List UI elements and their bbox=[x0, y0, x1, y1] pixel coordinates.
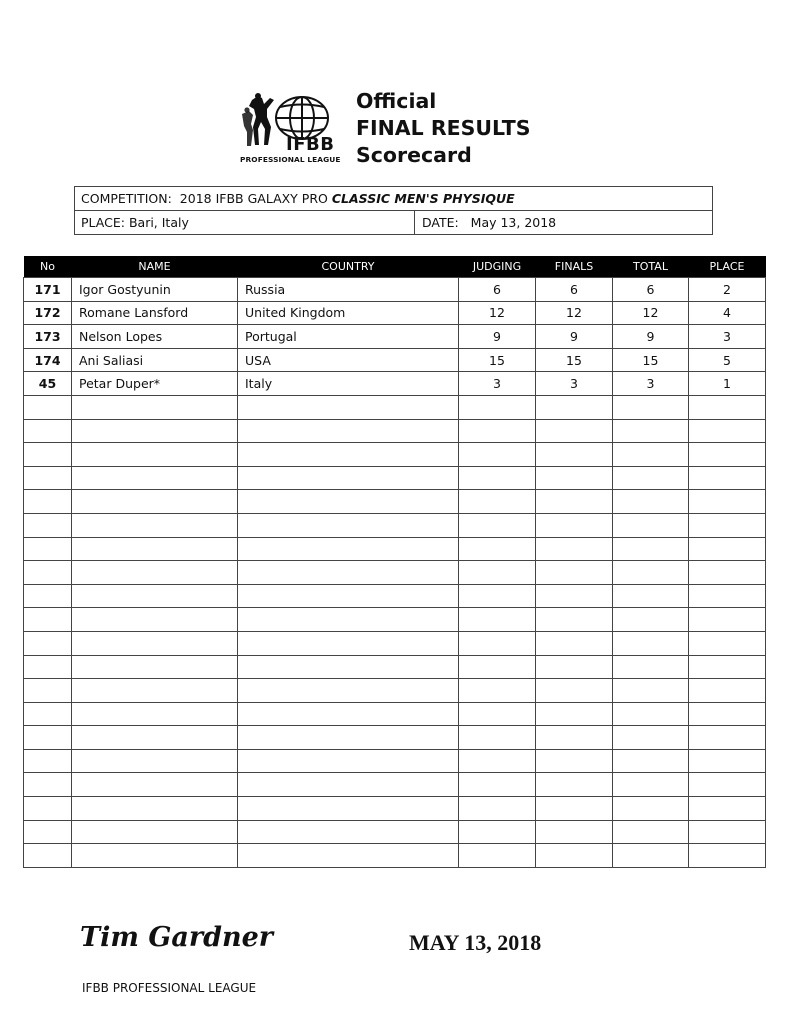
empty-cell bbox=[536, 490, 613, 514]
empty-cell bbox=[536, 702, 613, 726]
empty-table-row bbox=[24, 513, 766, 537]
empty-cell bbox=[536, 820, 613, 844]
empty-cell bbox=[536, 749, 613, 773]
empty-cell bbox=[459, 631, 536, 655]
column-header-name: NAME bbox=[72, 256, 238, 278]
column-header-judging: JUDGING bbox=[459, 256, 536, 278]
logo-ifbb-text: IFBB bbox=[286, 134, 335, 155]
competitor-number: 174 bbox=[24, 348, 72, 372]
empty-cell bbox=[689, 395, 766, 419]
empty-table-row bbox=[24, 608, 766, 632]
judging-score: 3 bbox=[459, 372, 536, 396]
column-header-country: COUNTRY bbox=[238, 256, 459, 278]
empty-cell bbox=[613, 631, 689, 655]
empty-cell bbox=[238, 797, 459, 821]
empty-table-row bbox=[24, 490, 766, 514]
empty-cell bbox=[613, 466, 689, 490]
empty-cell bbox=[72, 513, 238, 537]
empty-cell bbox=[72, 584, 238, 608]
empty-cell bbox=[238, 443, 459, 467]
competitor-number: 172 bbox=[24, 301, 72, 325]
competitor-country: Portugal bbox=[238, 325, 459, 349]
empty-cell bbox=[613, 395, 689, 419]
finals-score: 12 bbox=[536, 301, 613, 325]
empty-cell bbox=[24, 466, 72, 490]
empty-cell bbox=[689, 513, 766, 537]
empty-cell bbox=[613, 608, 689, 632]
empty-cell bbox=[72, 844, 238, 868]
empty-cell bbox=[24, 513, 72, 537]
empty-cell bbox=[24, 419, 72, 443]
date-cell bbox=[415, 211, 556, 235]
final-place: 3 bbox=[689, 325, 766, 349]
empty-cell bbox=[238, 561, 459, 585]
competitor-name: Igor Gostyunin bbox=[72, 278, 238, 302]
empty-cell bbox=[24, 820, 72, 844]
empty-cell bbox=[613, 419, 689, 443]
empty-table-row bbox=[24, 702, 766, 726]
empty-cell bbox=[613, 443, 689, 467]
empty-cell bbox=[24, 631, 72, 655]
empty-cell bbox=[689, 797, 766, 821]
empty-cell bbox=[689, 608, 766, 632]
scorecard-title bbox=[356, 88, 530, 169]
empty-cell bbox=[536, 584, 613, 608]
competition-label: COMPETITION: bbox=[81, 191, 172, 206]
empty-cell bbox=[459, 513, 536, 537]
judging-score: 6 bbox=[459, 278, 536, 302]
empty-cell bbox=[689, 820, 766, 844]
empty-cell bbox=[689, 561, 766, 585]
empty-cell bbox=[72, 537, 238, 561]
column-header-total: TOTAL bbox=[613, 256, 689, 278]
empty-table-row bbox=[24, 419, 766, 443]
competitor-name: Romane Lansford bbox=[72, 301, 238, 325]
empty-cell bbox=[238, 773, 459, 797]
empty-cell bbox=[459, 655, 536, 679]
empty-cell bbox=[24, 395, 72, 419]
empty-table-row bbox=[24, 844, 766, 868]
empty-cell bbox=[72, 631, 238, 655]
empty-cell bbox=[238, 490, 459, 514]
empty-table-row bbox=[24, 749, 766, 773]
table-row bbox=[24, 278, 766, 302]
empty-table-row bbox=[24, 466, 766, 490]
empty-cell bbox=[689, 490, 766, 514]
empty-cell bbox=[613, 820, 689, 844]
empty-cell bbox=[72, 820, 238, 844]
table-row bbox=[24, 372, 766, 396]
table-row bbox=[24, 348, 766, 372]
empty-cell bbox=[536, 797, 613, 821]
empty-cell bbox=[238, 608, 459, 632]
empty-cell bbox=[536, 537, 613, 561]
empty-cell bbox=[24, 655, 72, 679]
empty-cell bbox=[689, 443, 766, 467]
total-score: 15 bbox=[613, 348, 689, 372]
empty-table-row bbox=[24, 820, 766, 844]
empty-cell bbox=[459, 702, 536, 726]
competitor-name: Ani Saliasi bbox=[72, 348, 238, 372]
empty-cell bbox=[613, 773, 689, 797]
empty-cell bbox=[24, 537, 72, 561]
competitor-country: Italy bbox=[238, 372, 459, 396]
total-score: 9 bbox=[613, 325, 689, 349]
empty-cell bbox=[536, 655, 613, 679]
empty-cell bbox=[238, 513, 459, 537]
empty-cell bbox=[459, 820, 536, 844]
empty-table-row bbox=[24, 655, 766, 679]
empty-cell bbox=[613, 655, 689, 679]
total-score: 12 bbox=[613, 301, 689, 325]
empty-cell bbox=[459, 537, 536, 561]
empty-cell bbox=[536, 561, 613, 585]
empty-cell bbox=[72, 561, 238, 585]
competition-row bbox=[75, 187, 712, 211]
empty-cell bbox=[459, 679, 536, 703]
empty-cell bbox=[72, 679, 238, 703]
competitor-name: Petar Duper* bbox=[72, 372, 238, 396]
final-place: 4 bbox=[689, 301, 766, 325]
place-cell bbox=[75, 211, 415, 235]
finals-score: 9 bbox=[536, 325, 613, 349]
empty-table-row bbox=[24, 773, 766, 797]
empty-cell bbox=[238, 749, 459, 773]
table-row bbox=[24, 301, 766, 325]
competition-info-box bbox=[74, 186, 713, 235]
competitor-number: 45 bbox=[24, 372, 72, 396]
judging-score: 15 bbox=[459, 348, 536, 372]
empty-table-row bbox=[24, 537, 766, 561]
empty-table-row bbox=[24, 584, 766, 608]
date-label: DATE: bbox=[422, 215, 459, 230]
table-header-row bbox=[24, 256, 766, 278]
empty-table-row bbox=[24, 631, 766, 655]
total-score: 3 bbox=[613, 372, 689, 396]
empty-cell bbox=[613, 513, 689, 537]
empty-cell bbox=[238, 466, 459, 490]
empty-table-row bbox=[24, 561, 766, 585]
empty-cell bbox=[238, 584, 459, 608]
empty-cell bbox=[72, 726, 238, 750]
finals-score: 6 bbox=[536, 278, 613, 302]
empty-cell bbox=[613, 749, 689, 773]
empty-cell bbox=[536, 773, 613, 797]
empty-cell bbox=[238, 395, 459, 419]
empty-cell bbox=[536, 844, 613, 868]
empty-cell bbox=[72, 655, 238, 679]
empty-cell bbox=[24, 584, 72, 608]
empty-cell bbox=[238, 726, 459, 750]
empty-cell bbox=[613, 797, 689, 821]
empty-cell bbox=[238, 655, 459, 679]
empty-cell bbox=[613, 702, 689, 726]
competition-name: 2018 IFBB GALAXY PRO bbox=[179, 191, 328, 206]
empty-cell bbox=[459, 466, 536, 490]
empty-cell bbox=[536, 726, 613, 750]
ifbb-logo bbox=[234, 90, 346, 166]
empty-cell bbox=[238, 631, 459, 655]
empty-cell bbox=[24, 679, 72, 703]
empty-cell bbox=[459, 584, 536, 608]
empty-cell bbox=[613, 561, 689, 585]
empty-cell bbox=[459, 726, 536, 750]
empty-cell bbox=[689, 749, 766, 773]
competitor-country: United Kingdom bbox=[238, 301, 459, 325]
column-header-finals: FINALS bbox=[536, 256, 613, 278]
empty-cell bbox=[689, 702, 766, 726]
finals-score: 15 bbox=[536, 348, 613, 372]
empty-cell bbox=[24, 844, 72, 868]
table-row bbox=[24, 325, 766, 349]
empty-cell bbox=[72, 443, 238, 467]
empty-cell bbox=[613, 679, 689, 703]
title-line-official: Official bbox=[356, 89, 437, 113]
place-label: PLACE: bbox=[81, 215, 125, 230]
empty-cell bbox=[24, 797, 72, 821]
empty-cell bbox=[238, 702, 459, 726]
empty-cell bbox=[72, 608, 238, 632]
finals-score: 3 bbox=[536, 372, 613, 396]
empty-cell bbox=[72, 773, 238, 797]
empty-cell bbox=[72, 466, 238, 490]
empty-cell bbox=[536, 443, 613, 467]
empty-table-row bbox=[24, 443, 766, 467]
empty-cell bbox=[689, 631, 766, 655]
empty-cell bbox=[24, 726, 72, 750]
empty-cell bbox=[536, 679, 613, 703]
empty-cell bbox=[24, 608, 72, 632]
empty-cell bbox=[72, 797, 238, 821]
empty-cell bbox=[689, 655, 766, 679]
empty-cell bbox=[459, 490, 536, 514]
competitor-number: 173 bbox=[24, 325, 72, 349]
date-value: May 13, 2018 bbox=[470, 215, 557, 230]
empty-cell bbox=[24, 490, 72, 514]
empty-cell bbox=[459, 443, 536, 467]
empty-cell bbox=[613, 726, 689, 750]
organization-name: IFBB PROFESSIONAL LEAGUE bbox=[82, 981, 257, 995]
empty-cell bbox=[689, 726, 766, 750]
final-place: 2 bbox=[689, 278, 766, 302]
empty-cell bbox=[536, 395, 613, 419]
competitor-country: USA bbox=[238, 348, 459, 372]
empty-cell bbox=[613, 584, 689, 608]
final-place: 5 bbox=[689, 348, 766, 372]
empty-cell bbox=[536, 466, 613, 490]
competitor-country: Russia bbox=[238, 278, 459, 302]
empty-table-row bbox=[24, 679, 766, 703]
empty-cell bbox=[689, 584, 766, 608]
empty-cell bbox=[689, 773, 766, 797]
empty-cell bbox=[459, 844, 536, 868]
empty-cell bbox=[536, 513, 613, 537]
empty-cell bbox=[24, 749, 72, 773]
empty-cell bbox=[24, 773, 72, 797]
title-line-final-results: FINAL RESULTS bbox=[356, 116, 531, 140]
empty-cell bbox=[238, 537, 459, 561]
place-value: Bari, Italy bbox=[128, 215, 189, 230]
empty-cell bbox=[613, 537, 689, 561]
empty-cell bbox=[689, 419, 766, 443]
empty-cell bbox=[459, 797, 536, 821]
title-line-scorecard: Scorecard bbox=[356, 143, 472, 167]
final-place: 1 bbox=[689, 372, 766, 396]
competitor-number: 171 bbox=[24, 278, 72, 302]
empty-cell bbox=[689, 679, 766, 703]
empty-cell bbox=[459, 608, 536, 632]
empty-cell bbox=[536, 608, 613, 632]
empty-cell bbox=[613, 844, 689, 868]
empty-cell bbox=[72, 490, 238, 514]
empty-cell bbox=[238, 419, 459, 443]
empty-table-row bbox=[24, 395, 766, 419]
empty-cell bbox=[459, 561, 536, 585]
empty-cell bbox=[689, 844, 766, 868]
empty-cell bbox=[459, 395, 536, 419]
empty-cell bbox=[72, 749, 238, 773]
empty-table-row bbox=[24, 797, 766, 821]
empty-cell bbox=[238, 844, 459, 868]
empty-cell bbox=[24, 702, 72, 726]
empty-cell bbox=[536, 419, 613, 443]
judging-score: 9 bbox=[459, 325, 536, 349]
empty-cell bbox=[613, 490, 689, 514]
empty-table-row bbox=[24, 726, 766, 750]
empty-cell bbox=[689, 466, 766, 490]
empty-cell bbox=[72, 702, 238, 726]
empty-cell bbox=[72, 395, 238, 419]
empty-cell bbox=[459, 749, 536, 773]
judge-signature: Tim Gardner bbox=[80, 922, 274, 953]
empty-cell bbox=[72, 419, 238, 443]
empty-cell bbox=[689, 537, 766, 561]
empty-cell bbox=[536, 631, 613, 655]
column-header-place: PLACE bbox=[689, 256, 766, 278]
empty-cell bbox=[459, 773, 536, 797]
logo-league-text: PROFESSIONAL LEAGUE bbox=[240, 155, 341, 164]
empty-cell bbox=[238, 679, 459, 703]
empty-cell bbox=[238, 820, 459, 844]
division-name: CLASSIC MEN'S PHYSIQUE bbox=[331, 191, 515, 206]
column-header-no: No bbox=[24, 256, 72, 278]
competitor-name: Nelson Lopes bbox=[72, 325, 238, 349]
judging-score: 12 bbox=[459, 301, 536, 325]
empty-cell bbox=[24, 561, 72, 585]
empty-cell bbox=[24, 443, 72, 467]
empty-cell bbox=[459, 419, 536, 443]
signature-date: MAY 13, 2018 bbox=[409, 930, 542, 955]
total-score: 6 bbox=[613, 278, 689, 302]
results-table bbox=[23, 256, 766, 868]
